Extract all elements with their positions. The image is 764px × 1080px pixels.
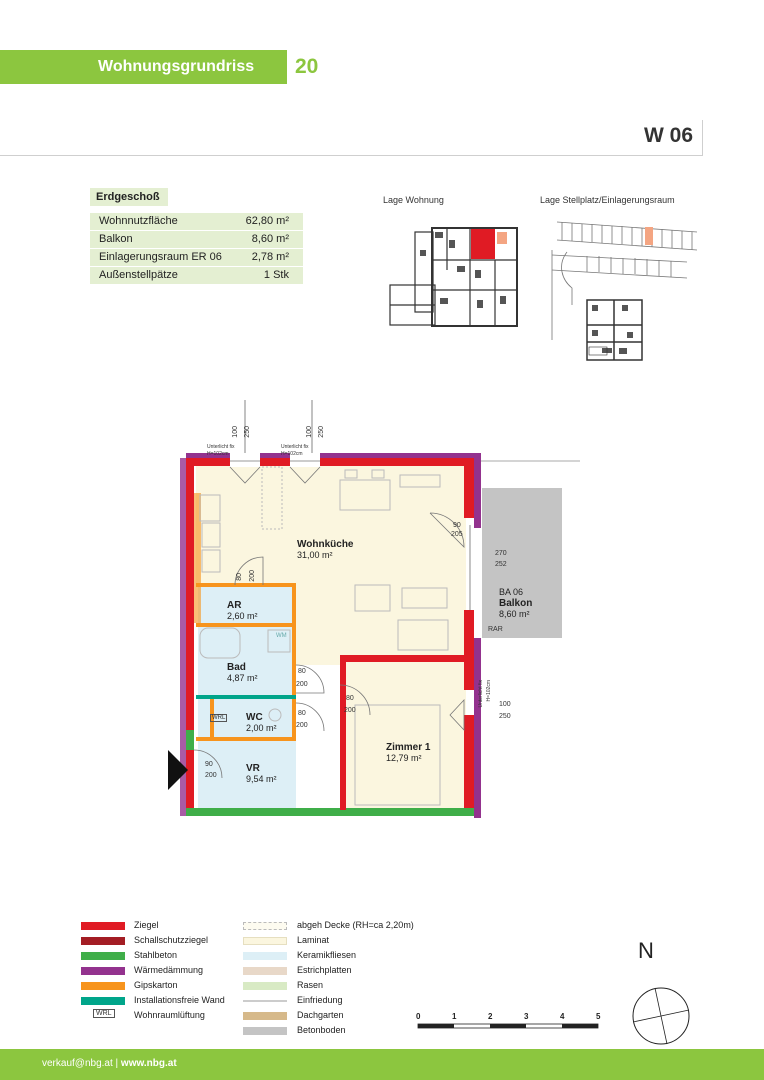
footer-contact bbox=[42, 1058, 177, 1069]
area-value: 8,60 m² bbox=[251, 233, 289, 245]
floor-label: Erdgeschoß bbox=[90, 188, 168, 206]
legend-swatch bbox=[243, 1012, 287, 1020]
floor-laminat-wohnkueche bbox=[196, 465, 466, 585]
room-name: AR bbox=[227, 600, 242, 611]
floor-laminat-kitchen-lower bbox=[296, 585, 466, 665]
wall-zimmer-top bbox=[340, 655, 468, 662]
scale-label: 3 bbox=[524, 1012, 529, 1021]
insulation-right-lower bbox=[474, 638, 481, 818]
scale-label: 4 bbox=[560, 1012, 565, 1021]
header-divider-vertical bbox=[702, 120, 703, 156]
legend-label: Installationsfreie Wand bbox=[134, 995, 225, 1005]
room-name: Wohnküche bbox=[297, 539, 354, 550]
site-plan-apartment-title: Lage Wohnung bbox=[383, 195, 444, 205]
legend-swatch bbox=[243, 982, 287, 990]
wall-installation bbox=[196, 695, 296, 699]
site-plan-storage-title: Lage Stellplatz/Einlagerungsraum bbox=[540, 195, 675, 205]
door-dim: 90 bbox=[205, 761, 213, 768]
page-number: 20 bbox=[295, 55, 319, 78]
wall-right-bottom bbox=[464, 715, 474, 816]
area-value: 62,80 m² bbox=[245, 215, 289, 227]
room-vr bbox=[246, 763, 277, 785]
room-ar bbox=[227, 600, 258, 622]
legend-swatch bbox=[81, 967, 125, 975]
legend-label: abgeh Decke (RH=ca 2,20m) bbox=[297, 920, 414, 930]
room-name: Bad bbox=[227, 662, 246, 673]
room-wc bbox=[246, 712, 277, 734]
room-area: 31,00 m² bbox=[297, 550, 333, 560]
window-dim: 100 bbox=[306, 426, 313, 438]
window-dim: 250 bbox=[318, 426, 325, 438]
scale-label: 1 bbox=[452, 1012, 457, 1021]
door-dim: 80 bbox=[298, 668, 306, 675]
area-row bbox=[90, 267, 303, 284]
wall-left-concrete bbox=[186, 730, 194, 750]
window-dim: 250 bbox=[499, 713, 511, 720]
room-area: 2,60 m² bbox=[227, 611, 258, 621]
legend-swatch bbox=[243, 1000, 287, 1002]
rar-label: RAR bbox=[488, 626, 503, 633]
north-label: N bbox=[638, 938, 654, 963]
wall-ar-top bbox=[196, 583, 296, 587]
room-balkon bbox=[499, 587, 532, 620]
area-value: 1 Stk bbox=[263, 269, 289, 281]
room-name: Zimmer 1 bbox=[386, 742, 431, 753]
header-divider bbox=[0, 155, 703, 156]
door-dim: 80 bbox=[236, 573, 243, 581]
window-height: H=102cm bbox=[486, 680, 492, 702]
footer-email[interactable]: verkauf@nbg.at bbox=[42, 1058, 113, 1069]
window-dim: 250 bbox=[244, 426, 251, 438]
legend-swatch bbox=[243, 922, 287, 930]
scale-label: 2 bbox=[488, 1012, 493, 1021]
footer-web[interactable]: www.nbg.at bbox=[120, 1058, 177, 1069]
legend-label: Dachgarten bbox=[297, 1010, 344, 1020]
scale-bar bbox=[412, 1020, 604, 1032]
room-bad bbox=[227, 662, 258, 684]
door-dim: 205 bbox=[451, 531, 463, 538]
legend-swatch bbox=[243, 1027, 287, 1035]
door-dim: 80 bbox=[298, 710, 306, 717]
window-1 bbox=[230, 453, 260, 467]
window-note: Unterlicht fix bbox=[478, 680, 484, 708]
wrl-badge: WRL bbox=[212, 715, 226, 721]
area-value: 2,78 m² bbox=[251, 251, 289, 263]
legend-swatch bbox=[243, 952, 287, 960]
room-area: 12,79 m² bbox=[386, 753, 422, 763]
wrl-legend-badge: WRL bbox=[93, 1009, 115, 1018]
site-plan-parking bbox=[547, 210, 707, 370]
area-label: Einlagerungsraum ER 06 bbox=[99, 251, 222, 263]
room-name: Balkon bbox=[499, 598, 533, 609]
legend-swatch bbox=[243, 967, 287, 975]
page-title: Wohnungsgrundriss bbox=[98, 58, 255, 75]
window-dim: 100 bbox=[232, 426, 239, 438]
door-dim: 200 bbox=[296, 722, 308, 729]
room-name: VR bbox=[246, 763, 260, 774]
scale-label: 0 bbox=[416, 1012, 421, 1021]
area-label: Außenstellpätze bbox=[99, 269, 178, 281]
legend-label: Gipskarton bbox=[134, 980, 178, 990]
legend-swatch bbox=[81, 952, 125, 960]
door-dim: 200 bbox=[296, 681, 308, 688]
footer-separator: | bbox=[115, 1058, 119, 1069]
legend-label: Laminat bbox=[297, 935, 330, 945]
area-row bbox=[90, 249, 303, 266]
legend-label: Ziegel bbox=[134, 920, 159, 930]
legend-label: Einfriedung bbox=[297, 995, 343, 1005]
room-area: 9,54 m² bbox=[246, 774, 277, 784]
door-dim: 80 bbox=[346, 695, 354, 702]
legend-label: Wohnraumlüftung bbox=[134, 1010, 205, 1020]
area-row bbox=[90, 231, 303, 248]
wall-left bbox=[186, 458, 194, 816]
legend-swatch bbox=[81, 997, 125, 1005]
room-area: 4,87 m² bbox=[227, 673, 258, 683]
legend-label: Wärmedämmung bbox=[134, 965, 204, 975]
floor-laminat-zimmer bbox=[346, 665, 466, 813]
wall-right-mid bbox=[464, 610, 474, 690]
window-dim: 100 bbox=[499, 701, 511, 708]
legend-label: Keramikfliesen bbox=[297, 950, 357, 960]
room-wohnkueche bbox=[297, 539, 353, 561]
scale-label: 5 bbox=[596, 1012, 601, 1021]
insulation-left bbox=[180, 458, 186, 816]
room-code: BA 06 bbox=[499, 587, 524, 597]
room-area: 2,00 m² bbox=[246, 723, 277, 733]
area-label: Wohnnutzfläche bbox=[99, 215, 178, 227]
wall-bottom-concrete bbox=[186, 808, 474, 816]
compass-icon bbox=[630, 985, 692, 1047]
window-height: H=102cm bbox=[281, 451, 303, 457]
door-dim: 200 bbox=[205, 772, 217, 779]
legend-label: Rasen bbox=[297, 980, 324, 990]
door-dim: 200 bbox=[344, 707, 356, 714]
legend-label: Schallschutzziegel bbox=[134, 935, 209, 945]
room-area: 8,60 m² bbox=[499, 609, 530, 619]
legend-swatch bbox=[81, 922, 125, 930]
area-label: Balkon bbox=[99, 233, 133, 245]
legend-label: Betonboden bbox=[297, 1025, 346, 1035]
legend-label: Stahlbeton bbox=[134, 950, 178, 960]
wall-wc-bottom bbox=[196, 737, 296, 741]
wall-zimmer-left bbox=[340, 655, 346, 810]
window-note: Unterlicht fix bbox=[281, 444, 309, 450]
room-name: WC bbox=[246, 712, 263, 723]
door-dim: 90 bbox=[453, 522, 461, 529]
unit-code: W 06 bbox=[644, 124, 694, 147]
door-dim: 200 bbox=[249, 570, 256, 582]
window-note: Unterlicht fix bbox=[207, 444, 235, 450]
wall-top bbox=[186, 458, 474, 466]
wall-bath-right bbox=[292, 583, 296, 738]
legend-swatch bbox=[243, 937, 287, 945]
wall-ar-bottom bbox=[196, 623, 296, 627]
wm-label: WM bbox=[276, 633, 287, 639]
legend-label: Estrichplatten bbox=[297, 965, 352, 975]
insulation-right bbox=[474, 458, 481, 528]
room-zimmer1 bbox=[386, 742, 430, 764]
window-height: H=102cm bbox=[207, 451, 229, 457]
legend-swatch bbox=[81, 937, 125, 945]
door-dim: 270 bbox=[495, 550, 507, 557]
legend-swatch bbox=[81, 982, 125, 990]
wall-right-top bbox=[464, 458, 474, 518]
site-plan-apartment bbox=[385, 210, 530, 335]
door-dim: 252 bbox=[495, 561, 507, 568]
area-row bbox=[90, 213, 303, 230]
area-table bbox=[90, 213, 303, 285]
